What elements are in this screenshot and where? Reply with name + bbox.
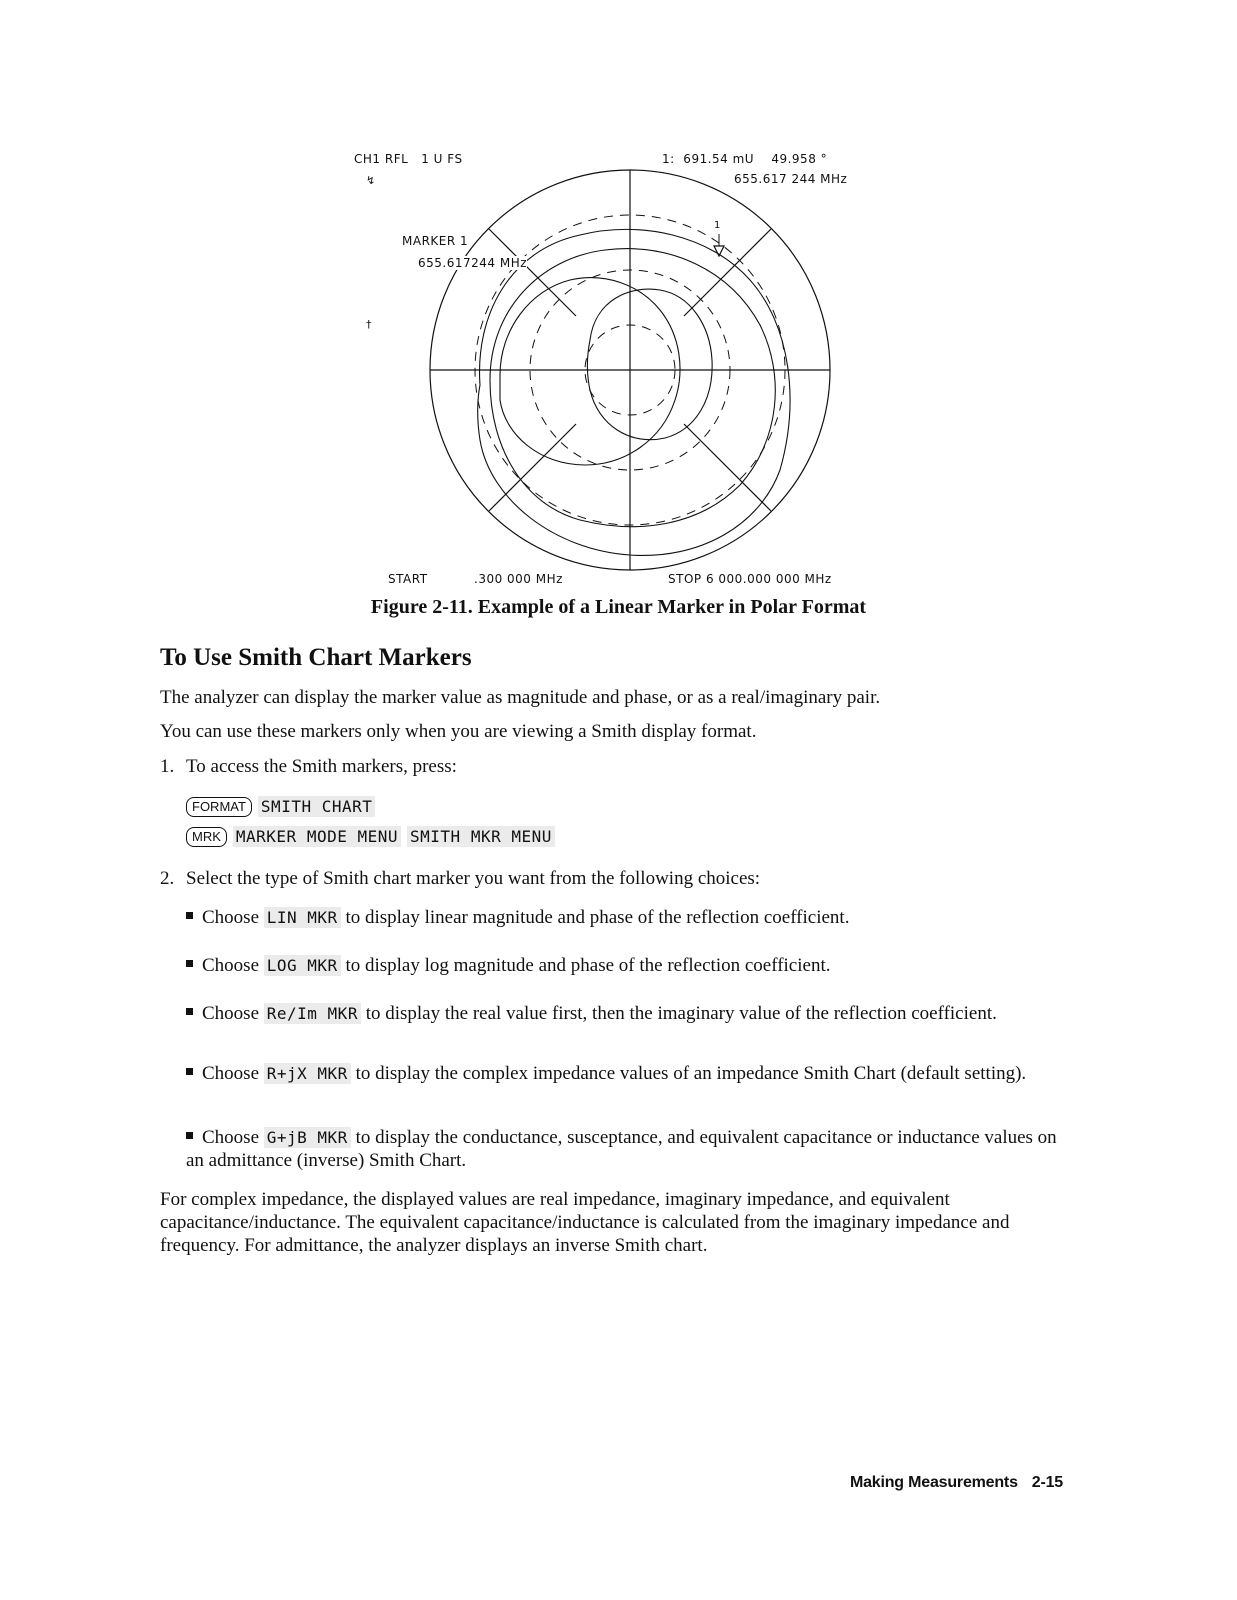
- bullet-lin-mkr: [186, 906, 1066, 929]
- key-sequence-2: [186, 826, 555, 847]
- polar-plot: [340, 140, 900, 600]
- intro-paragraph-2: You can use these markers only when you are viewing a Smith display format.: [160, 721, 757, 742]
- bullet-rjx-mkr: [186, 1062, 1066, 1085]
- header-marker-freq: 655.617 244 MHz: [734, 172, 848, 186]
- bullet-reim-mkr: [186, 1002, 1066, 1025]
- reim-mkr-softkey[interactable]: Re/Im MKR: [264, 1003, 361, 1024]
- log-mkr-softkey[interactable]: LOG MKR: [264, 955, 341, 976]
- stop-label: STOP 6 000.000 000 MHz: [668, 572, 832, 586]
- mrk-hardkey[interactable]: MRK: [186, 827, 227, 847]
- marker-mode-menu-softkey[interactable]: MARKER MODE MENU: [233, 826, 401, 847]
- diag-ll: [489, 424, 576, 511]
- step-2-text: Select the type of Smith chart marker you want from the following choices:: [186, 868, 761, 889]
- trace-inner: [587, 289, 712, 440]
- marker-number: 1: [714, 220, 721, 231]
- step-1-number: 1.: [160, 756, 175, 777]
- figure-caption: Figure 2-11. Example of a Linear Marker in Polar Format: [370, 596, 867, 618]
- start-label: START: [388, 572, 428, 586]
- bullet-square-icon: [186, 1008, 193, 1015]
- diag-lr: [684, 424, 771, 511]
- trace-loop: [500, 278, 680, 465]
- diag-ul: [489, 229, 576, 316]
- marker-label: MARKER 1: [402, 234, 469, 248]
- bullet-text: to display the complex impedance values of an impedance Smith Chart (default setting).: [355, 1063, 1027, 1084]
- bullet-text: to display the real value first, then the imaginary value of the reflection coefficient.: [365, 1003, 997, 1024]
- bullet-log-mkr: [186, 954, 1066, 977]
- smith-chart-softkey[interactable]: SMITH CHART: [258, 796, 375, 817]
- intro-paragraph-1: The analyzer can display the marker value as magnitude and phase, or as a real/imaginary pair.: [160, 687, 881, 708]
- diag-ur: [684, 229, 771, 316]
- trace-outer: [478, 229, 790, 555]
- choose-word: Choose: [202, 1063, 259, 1084]
- bullet-square-icon: [186, 1132, 193, 1139]
- gjb-mkr-softkey[interactable]: G+jB MKR: [264, 1127, 351, 1148]
- step-1-text: To access the Smith markers, press:: [186, 756, 457, 777]
- format-hardkey[interactable]: FORMAT: [186, 797, 252, 817]
- bullet-text: to display linear magnitude and phase of the reflection coefficient.: [345, 907, 850, 928]
- choose-word: Choose: [202, 1127, 259, 1148]
- marker-symbol-side: †: [366, 318, 372, 331]
- bullet-text: to display the conductance, susceptance, and equivalent capacitance or inductance values on an admittance (inverse) Smith Chart.: [186, 1127, 1057, 1171]
- header-marker-value: 1: 691.54 mU 49.958 °: [662, 152, 828, 166]
- smith-mkr-menu-softkey[interactable]: SMITH MKR MENU: [407, 826, 555, 847]
- start-value: .300 000 MHz: [474, 572, 563, 586]
- section-title: To Use Smith Chart Markers: [160, 644, 472, 671]
- bullet-square-icon: [186, 960, 193, 967]
- footer-page-number: 2-15: [1031, 1474, 1063, 1491]
- key-sequence-1: [186, 796, 375, 817]
- marker-freq-label: 655.617244 MHz: [418, 256, 528, 270]
- step-2-number: 2.: [160, 868, 175, 889]
- footer-section: Making Measurements: [849, 1474, 1018, 1491]
- marker-symbol-top: ↯: [366, 174, 376, 187]
- bullet-square-icon: [186, 912, 193, 919]
- header-left: CH1 RFL 1 U FS: [354, 152, 463, 166]
- lin-mkr-softkey[interactable]: LIN MKR: [264, 907, 341, 928]
- choose-word: Choose: [202, 955, 259, 976]
- choose-word: Choose: [202, 1003, 259, 1024]
- choose-word: Choose: [202, 907, 259, 928]
- bullet-text: to display log magnitude and phase of the reflection coefficient.: [345, 955, 831, 976]
- rjx-mkr-softkey[interactable]: R+jX MKR: [264, 1063, 351, 1084]
- page-footer: [836, 1474, 1063, 1492]
- polar-figure: [340, 140, 900, 600]
- closing-paragraph: For complex impedance, the displayed values are real impedance, imaginary impedance, and equivalent capacitance/inductance. The equivalent capacitance/inductance is calculated from the imaginary impedance and frequency. For admittance, the analyzer displays an inverse Smith chart.: [160, 1189, 1010, 1256]
- bullet-gjb-mkr: [186, 1126, 1066, 1172]
- bullet-square-icon: [186, 1068, 193, 1075]
